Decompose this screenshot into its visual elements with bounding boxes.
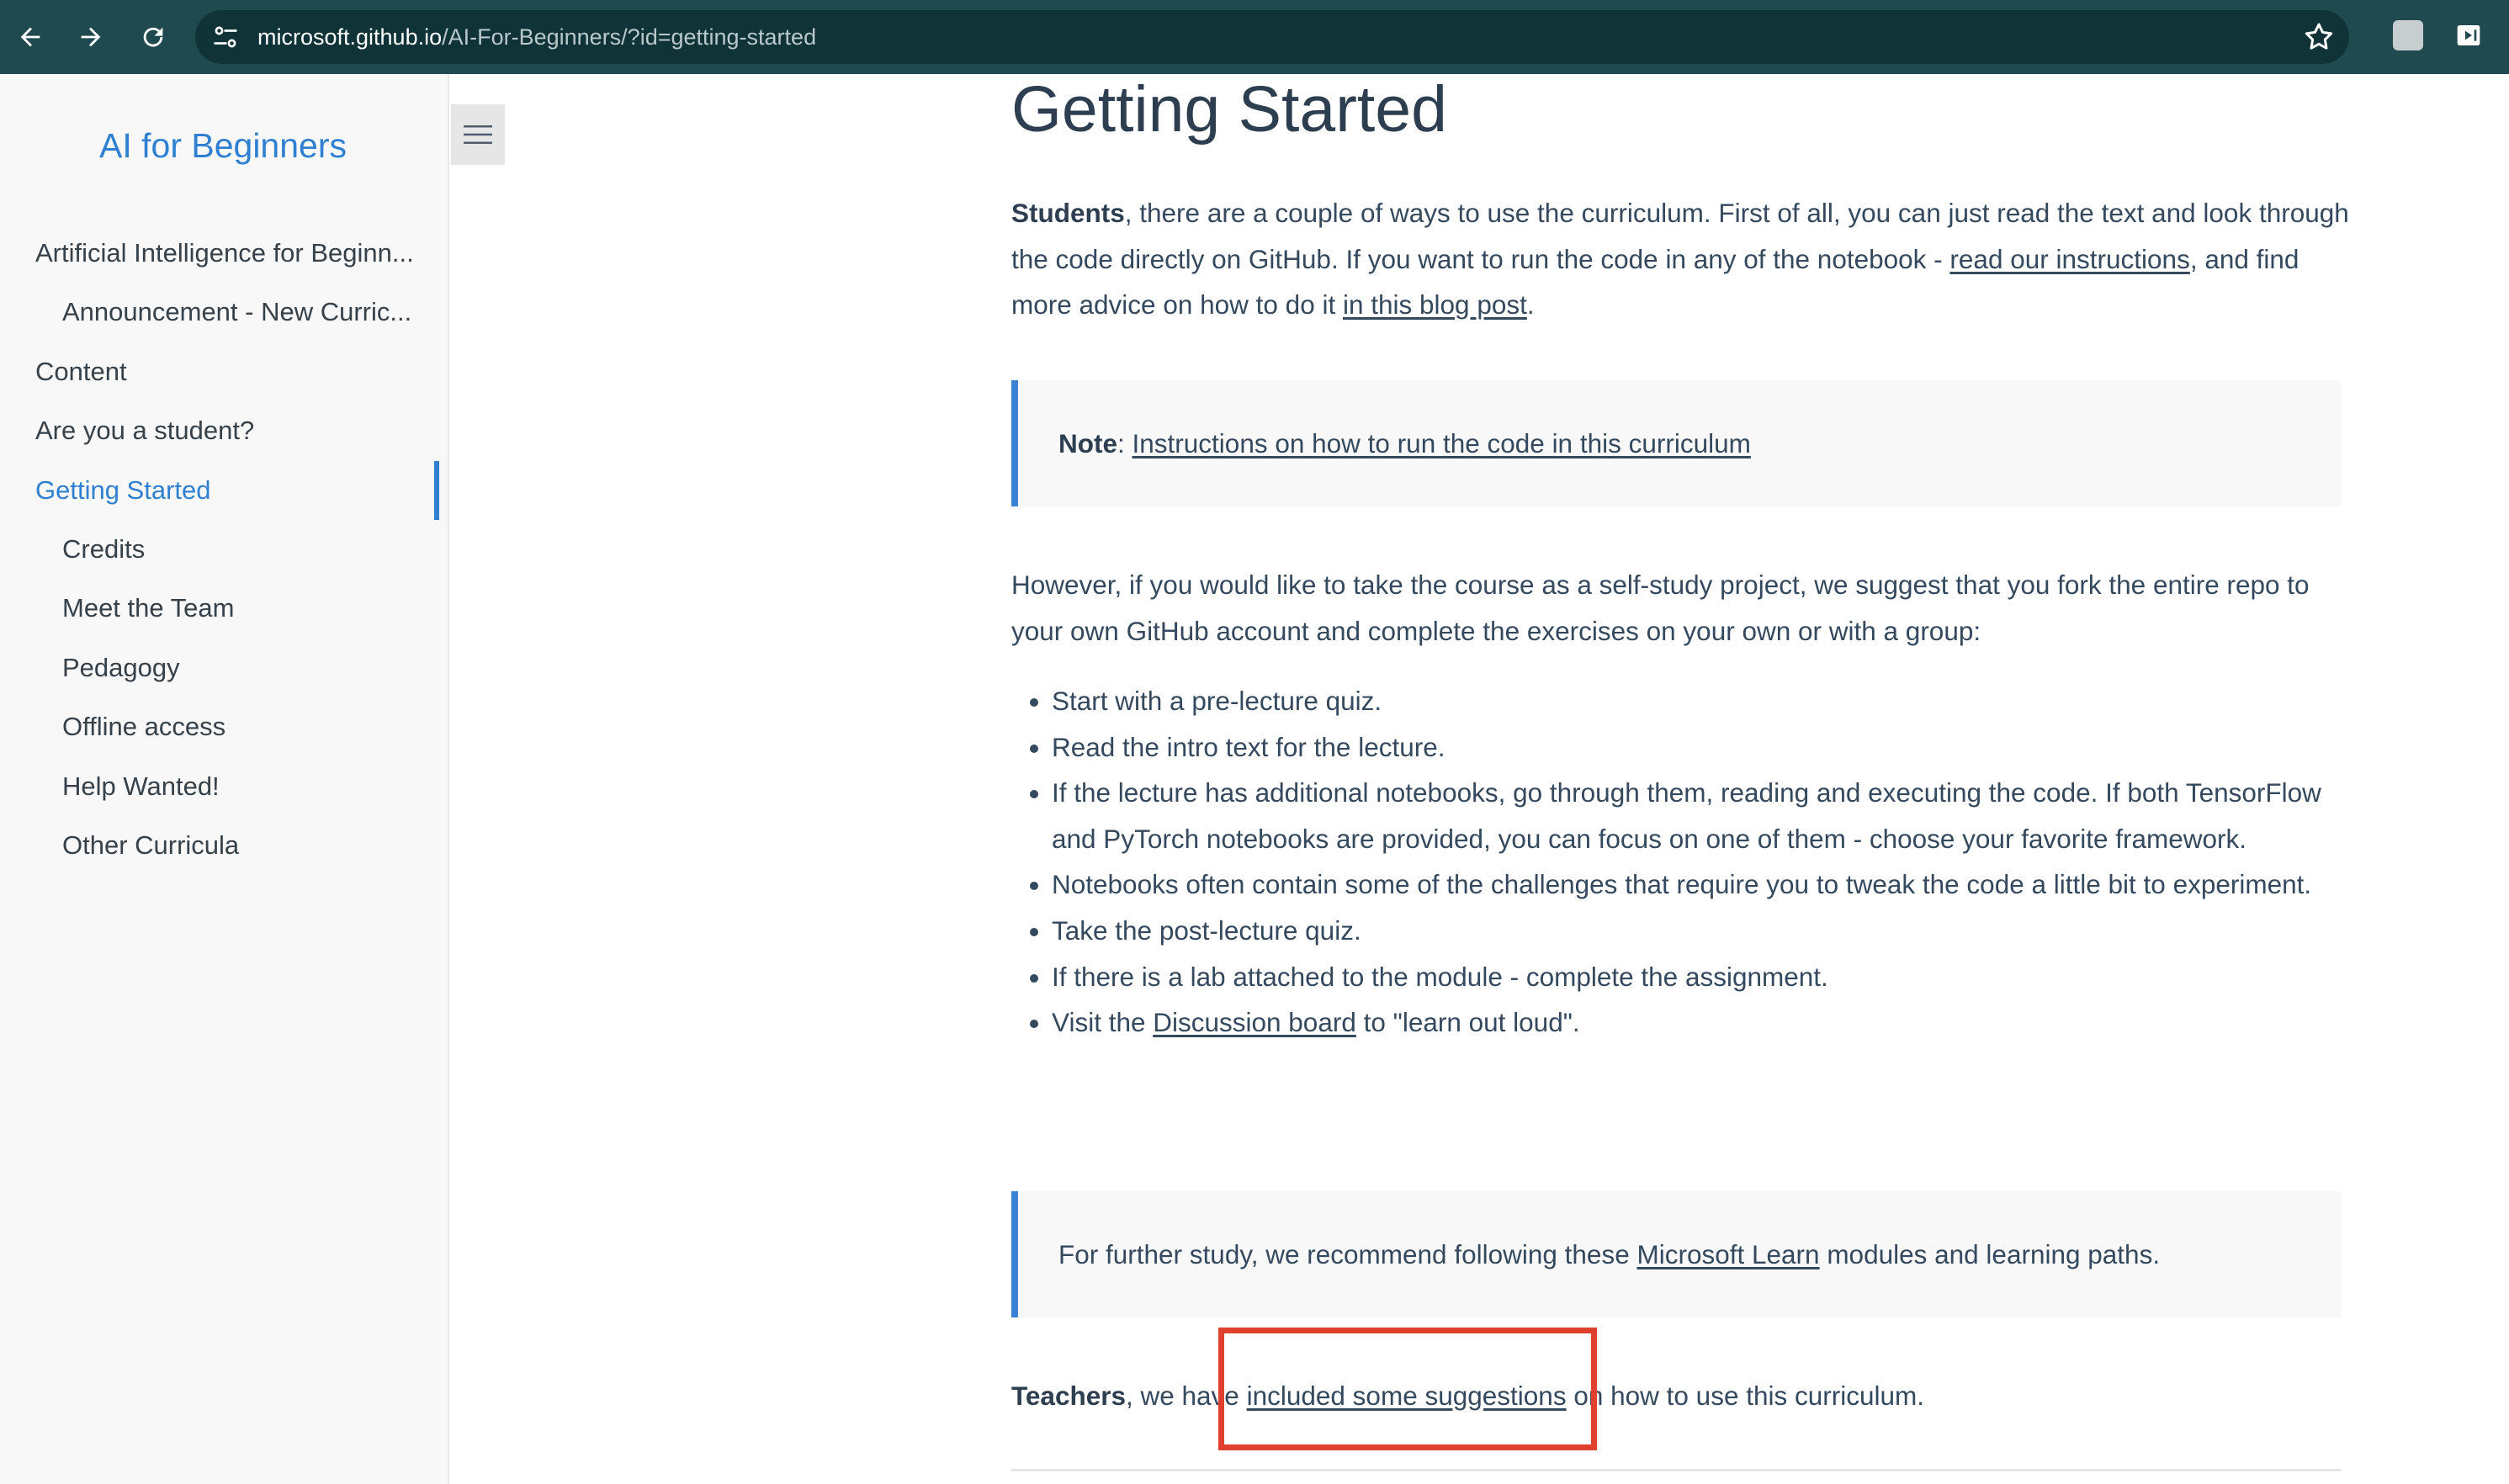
list-item: • Read the intro text for the lecture. <box>1052 724 2331 771</box>
app-name-link[interactable]: AI for Beginners <box>99 126 347 165</box>
students-paragraph <box>1011 190 2358 328</box>
students-label: Students <box>1011 198 1125 228</box>
note-paragraph <box>1058 421 2321 467</box>
site-settings-icon[interactable] <box>210 22 241 52</box>
url-path: /AI-For-Beginners/?id=getting-started <box>442 24 817 50</box>
sidebar-item-other-curricula[interactable]: Other Curricula <box>62 829 240 860</box>
list-item: • Notebooks often contain some of the challenges that require you to tweak the code a little bit to experiment. <box>1052 861 2331 908</box>
further-post: modules and learning paths. <box>1819 1239 2161 1269</box>
microsoft-learn-link[interactable]: Microsoft Learn <box>1636 1239 1820 1269</box>
self-study-paragraph: However, if you would like to take the course as a self-study project, we suggest that you fork the entire repo to your own GitHub account and complete the exercises on your own or with a group: <box>1011 570 2310 646</box>
discussion-board-link[interactable]: Discussion board <box>1153 1007 1356 1038</box>
further-study-callout <box>1011 1191 2341 1317</box>
reload-icon <box>139 23 167 51</box>
discussion-post: to "learn out loud". <box>1355 1007 1580 1038</box>
url-text[interactable] <box>257 10 816 64</box>
note-label: Note <box>1058 428 1117 458</box>
address-bar[interactable] <box>195 10 2349 64</box>
sidebar-item-help-wanted[interactable]: Help Wanted! <box>62 771 220 801</box>
forward-icon <box>77 23 105 51</box>
blog-post-link[interactable]: in this blog post <box>1342 289 1527 321</box>
media-icon[interactable] <box>2455 22 2482 49</box>
list-item: • If there is a lab attached to the module - complete the assignment. <box>1052 954 2331 1000</box>
sidebar-toggle-button[interactable] <box>451 104 505 165</box>
sidebar-item-offline-access[interactable]: Offline access <box>62 712 226 742</box>
hamburger-icon <box>464 123 492 146</box>
students-text-2: , and find more advice on how to do it <box>1011 243 2299 321</box>
back-button[interactable] <box>10 17 50 57</box>
sidebar-nav <box>0 224 449 875</box>
list-item <box>1052 999 2331 1046</box>
teachers-paragraph <box>1011 1373 2358 1419</box>
browser-toolbar <box>0 0 2509 74</box>
list-item: • Take the post-lecture quiz. <box>1052 908 2331 954</box>
note-separator: : <box>1117 428 1132 458</box>
forward-button[interactable] <box>71 17 111 57</box>
note-callout <box>1011 380 2341 506</box>
run-code-instructions-link[interactable]: Instructions on how to run the code in this curriculum <box>1132 428 1751 458</box>
back-icon <box>16 23 45 51</box>
sidebar-item-announcement[interactable]: Announcement - New Curric... <box>62 297 412 327</box>
reload-button[interactable] <box>133 17 173 57</box>
discussion-pre: Visit the <box>1052 1007 1154 1038</box>
teachers-pre: , we have <box>1126 1381 1247 1411</box>
list-item: • If the lecture has additional notebooks, go through them, reading and executing the code. If both TensorFlow and PyTorch notebooks are provided, you can focus on one of them - choose your favorite framework. <box>1052 770 2331 861</box>
sidebar <box>0 74 449 1484</box>
students-text-1: , there are a couple of ways to use the curriculum. First of all, you can just read the text and look through the code directly on GitHub. If you want to run the code in any of the notebook - <box>1011 198 2349 274</box>
bookmark-star-icon[interactable] <box>2302 20 2336 54</box>
sidebar-item-pedagogy[interactable]: Pedagogy <box>62 652 180 682</box>
sidebar-item-credits[interactable]: Credits <box>62 533 146 564</box>
url-host: microsoft.github.io <box>257 24 443 50</box>
further-pre: For further study, we recommend following these <box>1058 1239 1637 1269</box>
divider <box>1011 1469 2341 1471</box>
students-text-3: . <box>1526 289 1535 321</box>
sidebar-item-content[interactable]: Content <box>35 356 127 386</box>
read-our-instructions-link[interactable]: read our instructions <box>1949 243 2190 274</box>
study-steps-list <box>1011 678 2331 1046</box>
further-study-paragraph <box>1058 1232 2321 1278</box>
sidebar-item-are-you-a-student[interactable]: Are you a student? <box>35 416 255 446</box>
sidebar-item-meet-the-team[interactable]: Meet the Team <box>62 593 235 623</box>
extension-icon[interactable] <box>2393 20 2423 50</box>
page-title: Getting Started <box>1011 73 1447 146</box>
included-suggestions-link[interactable]: included some suggestions <box>1246 1381 1567 1411</box>
sidebar-item-ai-for-beginners[interactable]: Artificial Intelligence for Beginn... <box>35 238 414 268</box>
sidebar-item-getting-started[interactable]: Getting Started <box>0 461 439 520</box>
list-item: • Start with a pre-lecture quiz. <box>1052 678 2331 724</box>
teachers-label: Teachers <box>1011 1381 1126 1411</box>
teachers-post: on how to use this curriculum. <box>1566 1381 1925 1411</box>
